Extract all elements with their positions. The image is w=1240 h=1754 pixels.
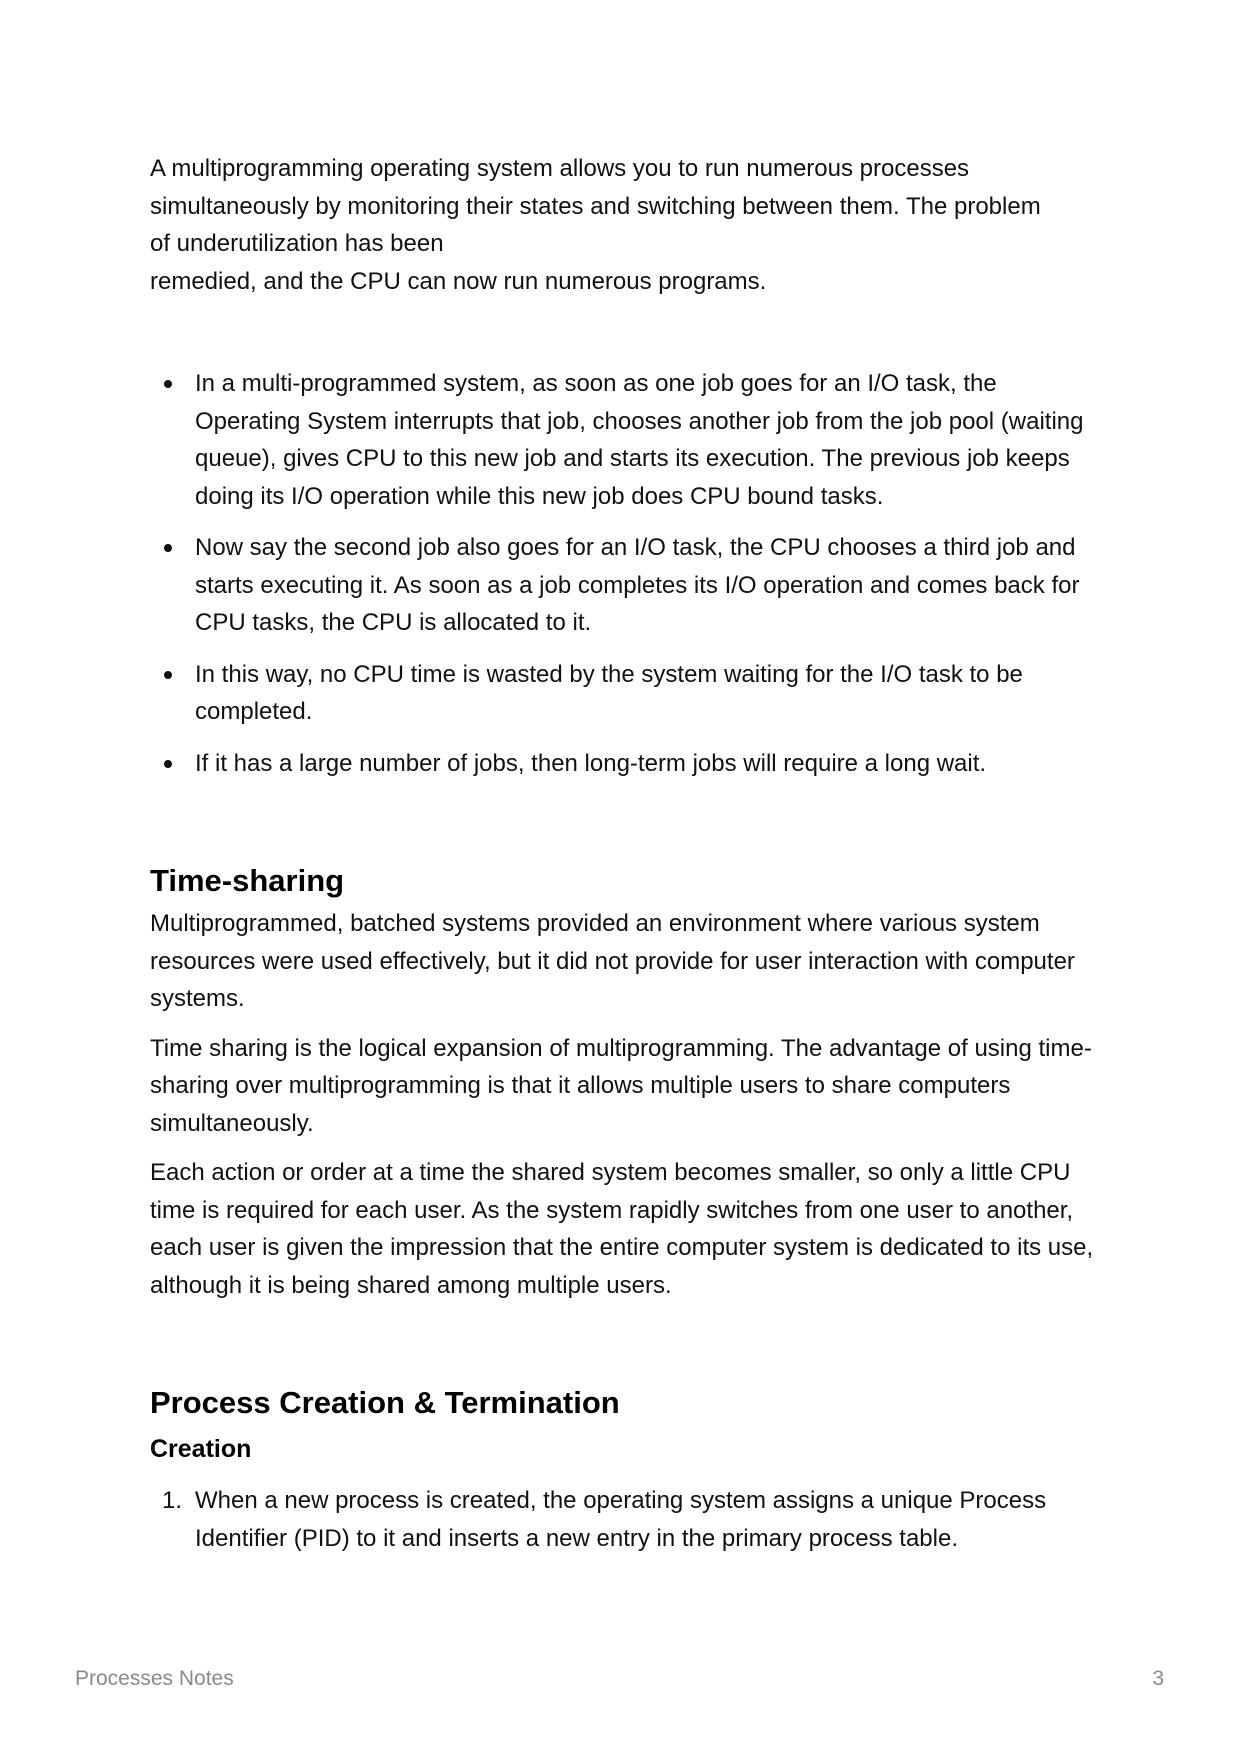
multiprogramming-bullet-list <box>150 365 1095 782</box>
intro-line: of underutilization has been <box>150 230 444 257</box>
footer-page-number: 3 <box>1152 1667 1164 1690</box>
process-creation-heading: Process Creation & Termination <box>150 1385 620 1420</box>
bullet-text: If it has a large number of jobs, then long-term jobs will require a long wait. <box>195 749 987 777</box>
bullet-item <box>150 529 1095 642</box>
numbered-item <box>150 1482 1095 1557</box>
bullet-text: Now say the second job also goes for an I/O task, the CPU chooses a third job and starts executing it. As soon as a job completes its I/O operation and comes back for CPU tasks, the CPU is allocated to it. <box>195 534 1080 636</box>
time-sharing-paragraph: Multiprogrammed, batched systems provided an environment where various system resources were used effectively, but it did not provide for user interaction with computer systems. <box>150 910 1075 1012</box>
time-sharing-paragraph: Each action or order at a time the shared system becomes smaller, so only a little CPU time is required for each user. As the system rapidly switches from one user to another, each user is given the impression that the entire computer system is dedicated to its use, although it is being shared among multiple users. <box>150 1159 1094 1299</box>
creation-numbered-list <box>150 1482 1095 1557</box>
bullet-item <box>150 745 1095 783</box>
bullet-icon <box>164 544 172 552</box>
list-number: 1. <box>162 1487 183 1514</box>
numbered-item-text: When a new process is created, the operating system assigns a unique Process Identifier (PID) to it and inserts a new entry in the primary process table. <box>195 1487 1047 1552</box>
intro-paragraph <box>150 150 1095 300</box>
bullet-text: In this way, no CPU time is wasted by the system waiting for the I/O task to be completed. <box>195 660 1023 725</box>
time-sharing-paragraph: Time sharing is the logical expansion of multiprogramming. The advantage of using time-sharing over multiprogramming is that it allows multiple users to share computers simultaneously. <box>150 1034 1092 1137</box>
intro-line: A multiprogramming operating system allows you to run numerous processes <box>150 155 970 182</box>
time-sharing-heading: Time-sharing <box>150 863 345 898</box>
bullet-icon <box>164 671 172 679</box>
bullet-icon <box>164 380 172 388</box>
bullet-item <box>150 656 1095 731</box>
creation-subheading: Creation <box>150 1435 252 1463</box>
intro-line: remedied, and the CPU can now run numerous programs. <box>150 267 767 295</box>
footer-document-title: Processes Notes <box>75 1667 234 1690</box>
bullet-icon <box>164 760 172 768</box>
bullet-text: In a multi-programmed system, as soon as one job goes for an I/O task, the Operating System interrupts that job, chooses another job from the job pool (waiting queue), gives CPU to this new job and starts its execution. The previous job keeps doing its I/O operation while this new job does CPU bound tasks. <box>195 370 1084 510</box>
page-content <box>150 150 1095 1557</box>
bullet-item <box>150 365 1095 515</box>
intro-line: simultaneously by monitoring their states and switching between them. The problem <box>150 192 1041 220</box>
